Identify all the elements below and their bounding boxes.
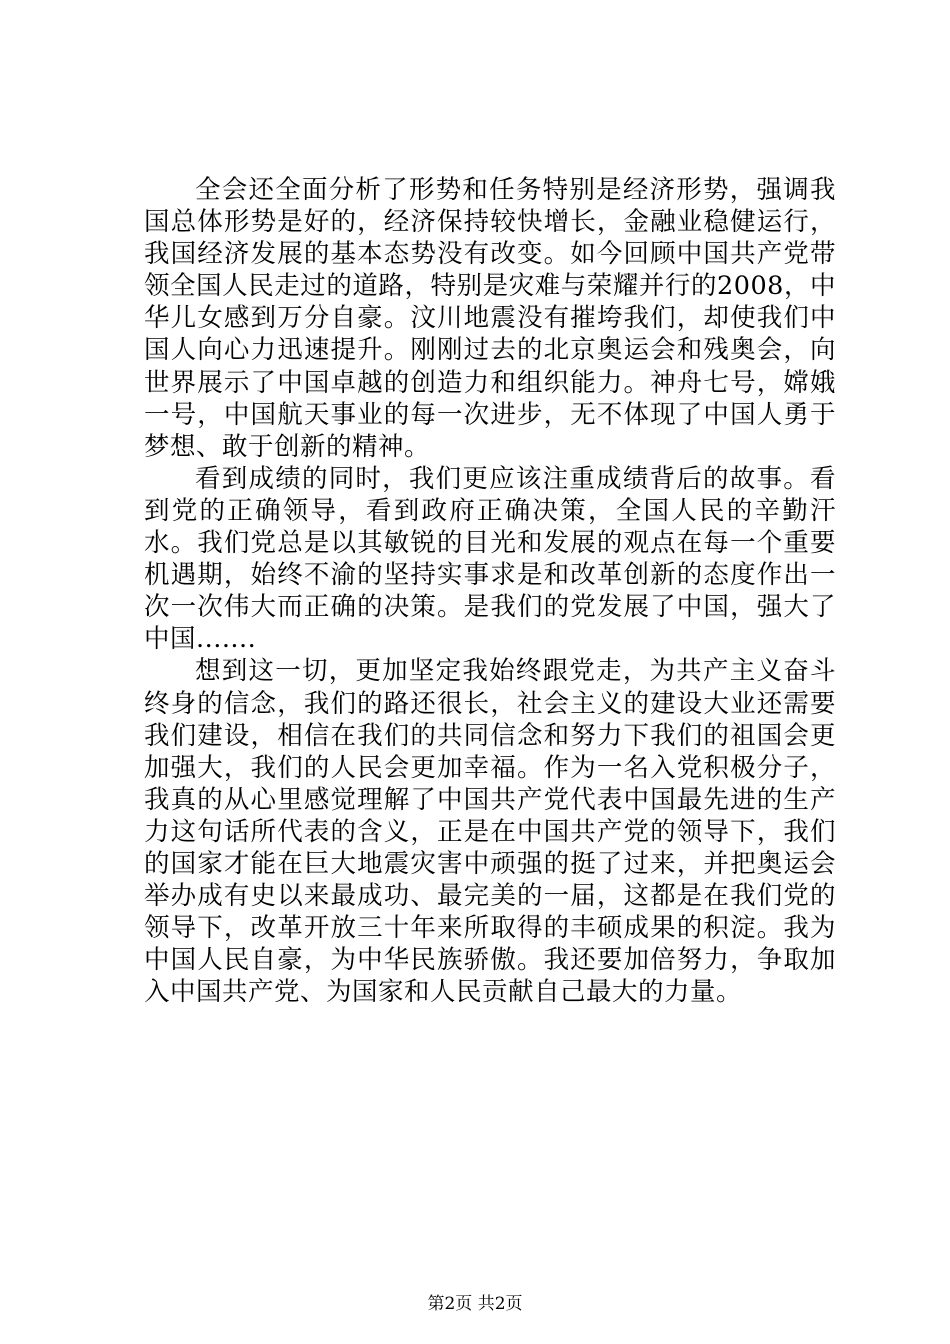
paragraph-3: 想到这一切，更加坚定我始终跟党走，为共产主义奋斗终身的信念，我们的路还很长，社会主义的建设大业还需要我们建设，相信在我们的共同信念和努力下我们的祖国会更加强大，我们的人民会更加幸福。作为一名入党积极分子，我真的从心里感觉理解了中国共产党代表中国最先进的生产力这句话所代表的含义，正是在中国共产党的领导下，我们的国家才能在巨大地震灾害中顽强的挺了过来，并把奥运会举办成有史以来最成功、最完美的一届，这都是在我们党的领导下，改革开放三十年来所取得的丰硕成果的积淀。我为中国人民自豪，为中华民族骄傲。我还要加倍努力，争取加入中国共产党、为国家和人民贡献自己最大的力量。 xyxy=(144,656,836,1008)
page-number-footer: 第2页 共2页 xyxy=(427,1294,523,1314)
paragraph-2: 看到成绩的同时，我们更应该注重成绩背后的故事。看到党的正确领导，看到政府正确决策，全国人民的辛勤汗水。我们党总是以其敏锐的目光和发展的观点在每一个重要机遇期，始终不渝的坚持实事求是和改革创新的态度作出一次一次伟大而正确的决策。是我们的党发展了中国，强大了中国....... xyxy=(144,463,836,655)
paragraph-1: 全会还全面分析了形势和任务特别是经济形势，强调我国总体形势是好的，经济保持较快增长，金融业稳健运行，我国经济发展的基本态势没有改变。如今回顾中国共产党带领全国人民走过的道路，特别是灾难与荣耀并行的2008，中华儿女感到万分自豪。汶川地震没有摧垮我们，却使我们中国人向心力迅速提升。刚刚过去的北京奥运会和残奥会，向世界展示了中国卓越的创造力和组织能力。神舟七号，嫦娥一号，中国航天事业的每一次进步，无不体现了中国人勇于梦想、敢于创新的精神。 xyxy=(144,175,836,462)
document-body xyxy=(144,174,836,1008)
